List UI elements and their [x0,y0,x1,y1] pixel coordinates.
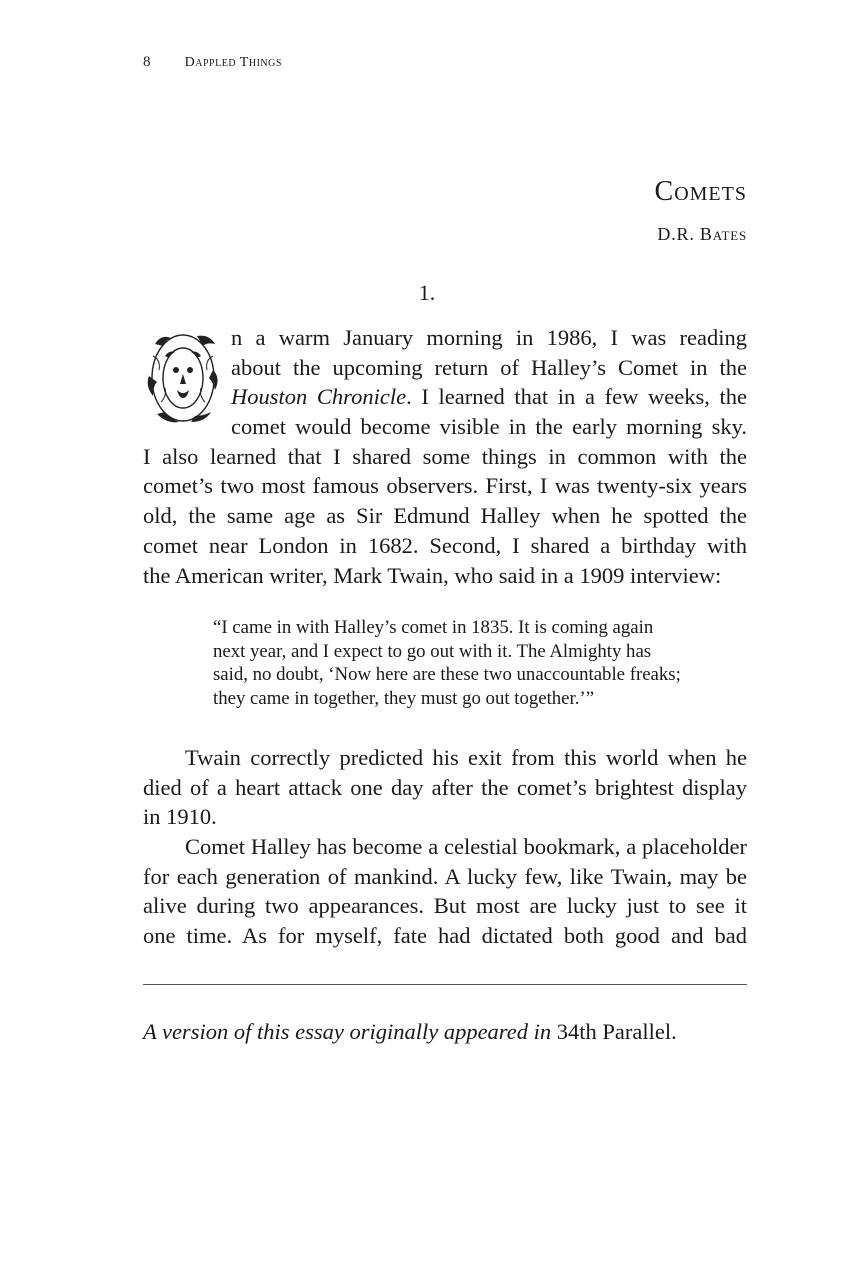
text-line: n a warm January morning in 1986, I was reading [231,325,747,350]
text-line: I also learned that I shared some things in common with the [143,443,747,469]
journal-name: Dappled Things [184,55,282,70]
page-number: 8 [143,54,151,70]
text-line: died of a heart attack one day after the comet’s brightest display [143,774,747,800]
text-line: in 1910. [143,804,217,830]
section-number: 1. [418,280,436,305]
text-line: comet’s two most famous observers. First, I was twenty-six years [143,473,747,499]
paragraph-3 [143,832,747,951]
text-line: for each generation of mankind. A lucky few, like Twain, may be [143,863,747,889]
text-line: the American writer, Mark Twain, who said in a 1909 interview: [143,562,722,588]
running-head [143,54,282,71]
footnote-italic: A version of this essay originally appeared in [143,1019,552,1044]
quote-line: they came in together, they must go out together.’” [213,687,595,709]
paragraph-1 [143,323,747,590]
footnote [143,1019,677,1045]
text-line: alive during two appearances. But most are lucky just to see it [143,893,747,919]
text-line: comet would become visible in the early morning sky. [231,414,747,440]
footnote-divider [143,984,747,985]
block-quote [213,616,749,710]
text-line: old, the same age as Sir Edmund Halley when he spotted the [143,503,747,529]
text-line: about the upcoming return of Halley’s Comet in the [231,354,747,380]
text-line: Comet Halley has become a celestial bookmark, a placeholder [185,834,747,859]
quote-line: said, no doubt, ‘Now here are these two unaccountable freaks; [213,664,681,686]
quote-line: “I came in with Halley’s comet in 1835. It is coming again [213,617,654,638]
footnote-publication: 34th Parallel. [556,1019,677,1044]
text-line [143,382,747,412]
article-title: Comets [654,176,747,207]
article-author: D.R. Bates [657,224,747,244]
paragraph-2 [143,743,747,832]
text-line: one time. As for myself, fate had dictated both good and bad [143,923,747,949]
newspaper-title: Houston Chronicle [231,384,407,410]
text-fragment: . I learned that in a few weeks, the [406,384,747,410]
quote-line: next year, and I expect to go out with it. The Almighty has [213,640,652,662]
text-line: Twain correctly predicted his exit from this world when he [185,745,747,770]
text-line: comet near London in 1682. Second, I shared a birthday with [143,532,747,558]
